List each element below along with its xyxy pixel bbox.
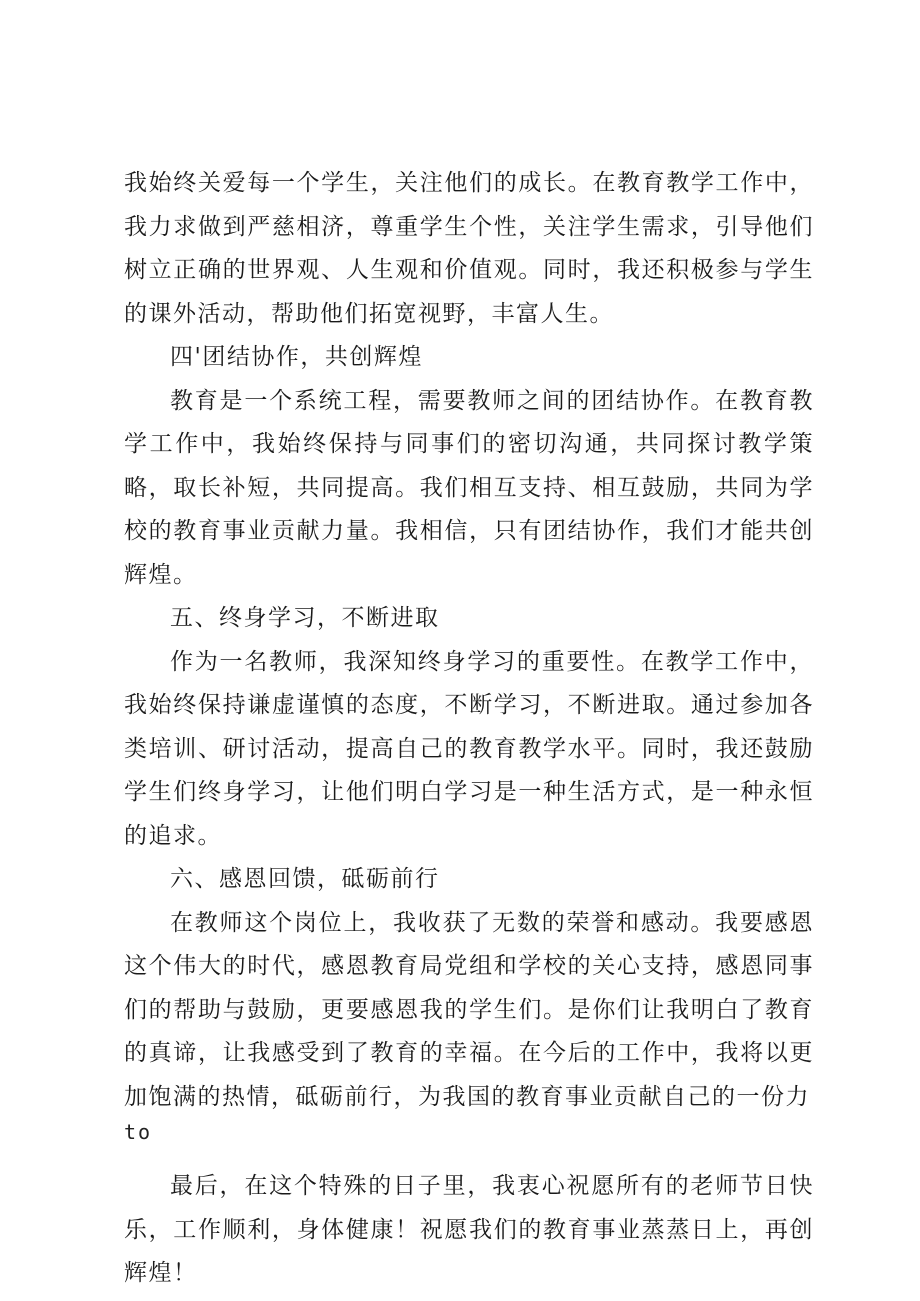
body-paragraph-3: 作为一名教师，我深知终身学习的重要性。在教学工作中，我始终保持谦虚谨慎的态度，不断学习，不断进取。通过参加各类培训、研讨活动，提高自己的教育教学水平。同时，我还鼓励学生们终身学习，让他们明白学习是一种生活方式，是一种永恒的追求。 <box>124 648 814 849</box>
body-paragraph-1: 我始终关爱每一个学生，关注他们的成长。在教育教学工作中，我力求做到严慈相济，尊重学生个性，关注学生需求，引导他们树立正确的世界观、人生观和价值观。同时，我还积极参与学生的课外活动，帮助他们拓宽视野，丰富人生。 <box>124 170 814 327</box>
body-paragraph-4: 在教师这个岗位上，我收获了无数的荣誉和感动。我要感恩这个伟大的时代，感恩教育局党组和学校的关心支持，感恩同事们的帮助与鼓励，更要感恩我的学生们。是你们让我明白了教育的真谛，让我感受到了教育的幸福。在今后的工作中，我将以更加饱满的热情，砥砺前行，为我国的教育事业贡献自己的一份力 <box>124 909 814 1110</box>
document-page <box>124 162 814 1296</box>
stray-text-fragment: to <box>124 1120 153 1144</box>
body-paragraph-2: 教育是一个系统工程，需要教师之间的团结协作。在教育教学工作中，我始终保持与同事们的密切沟通，共同探讨教学策略，取长补短，共同提高。我们相互支持、相互鼓励，共同为学校的教育事业贡献力量。我相信，只有团结协作，我们才能共创辉煌。 <box>124 387 814 588</box>
section-heading-4: 四'团结协作，共创辉煌 <box>170 344 423 370</box>
closing-paragraph: 最后，在这个特殊的日子里，我衷心祝愿所有的老师节日快乐，工作顺利，身体健康！祝愿我们的教育事业蒸蒸日上，再创辉煌！ <box>124 1173 814 1286</box>
section-heading-6: 六、感恩回馈，砥砺前行 <box>170 866 440 892</box>
section-heading-5: 五、终身学习，不断进取 <box>170 605 440 631</box>
